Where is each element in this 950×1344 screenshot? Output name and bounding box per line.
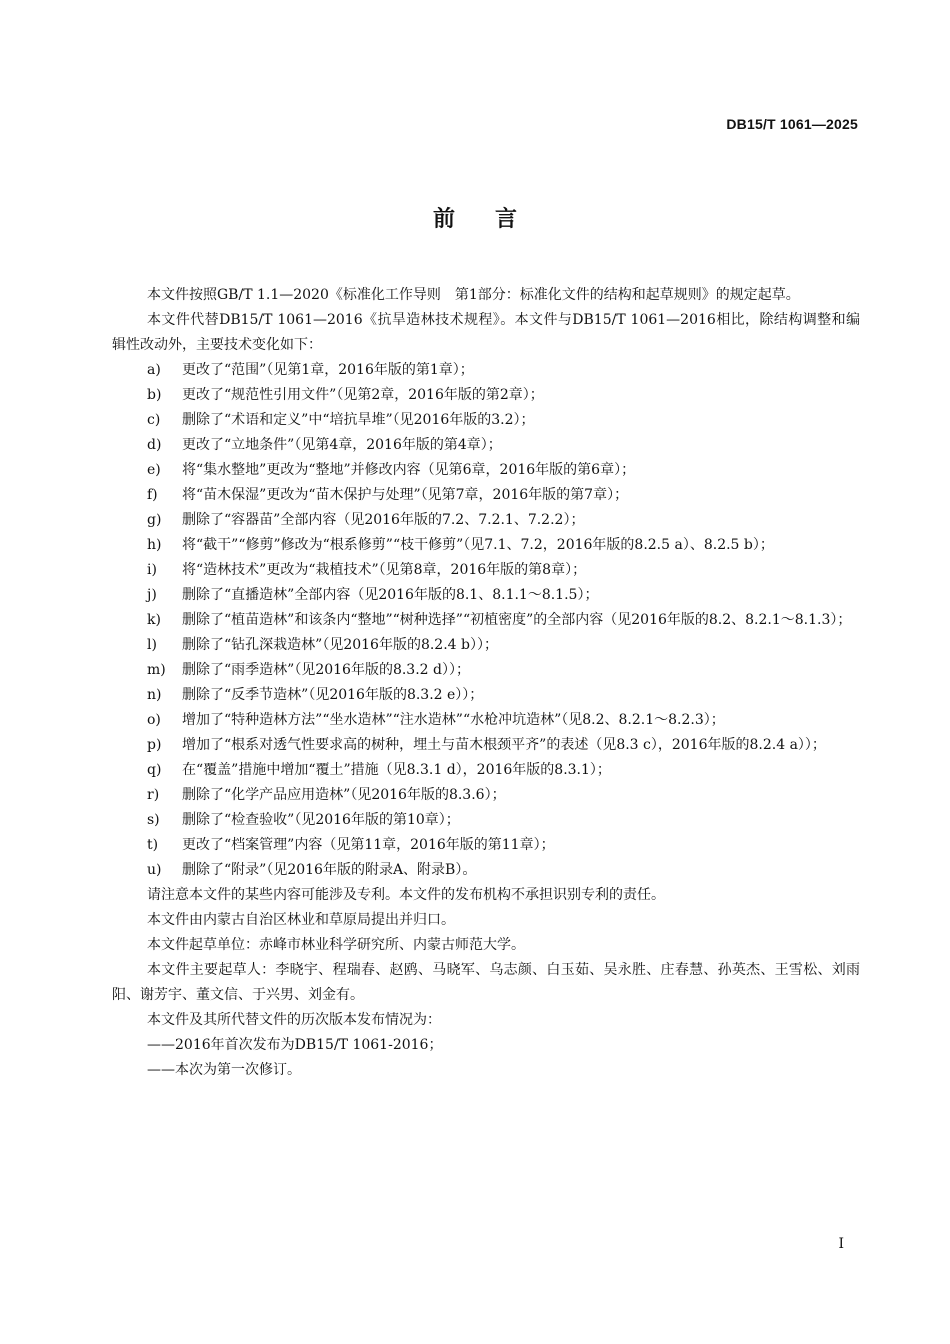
list-item: [112, 733, 860, 758]
list-item: [112, 808, 860, 833]
page-title: 前言: [432, 207, 557, 232]
page-number: I: [838, 1236, 844, 1252]
list-item-text: 删除了“雨季造林”（见2016年版的8.3.2 d））；: [182, 662, 470, 678]
list-item: [112, 508, 860, 533]
list-item-text: 将“截干”“修剪”修改为“根系修剪”“枝干修剪”（见7.1、7.2，2016年版的8.2.5 a）、8.2.5 b）；: [182, 537, 774, 553]
version-history-item: ——2016年首次发布为DB15/T 1061-2016；: [147, 1037, 443, 1053]
list-item-text: 删除了“容器苗”全部内容（见2016年版的7.2、7.2.1、7.2.2）；: [182, 512, 585, 528]
list-item-text: 更改了“档案管理”内容（见第11章，2016年版的第11章）；: [182, 837, 555, 853]
list-item: [112, 658, 860, 683]
list-item-text: 删除了“术语和定义”中“培抗旱堆”（见2016年版的3.2）；: [182, 412, 535, 428]
list-item-text: 删除了“化学产品应用造林”（见2016年版的8.3.6）；: [182, 787, 506, 803]
list-item: [112, 558, 860, 583]
list-item-text: 增加了“根系对透气性要求高的树种，埋土与苗木根颈平齐”的表述（见8.3 c），2016年版的8.2.4 a））；: [182, 737, 826, 753]
list-marker: i): [147, 562, 157, 578]
list-marker: l): [147, 637, 157, 653]
list-marker: b): [147, 387, 162, 403]
list-marker: n): [147, 687, 162, 703]
list-marker: m): [147, 662, 166, 678]
list-item: [112, 433, 860, 458]
list-item-text: 删除了“直播造林”全部内容（见2016年版的8.1、8.1.1～8.1.5）；: [182, 587, 599, 603]
drafting-units: 本文件起草单位：赤峰市林业科学研究所、内蒙古师范大学。: [147, 937, 525, 953]
list-item: [112, 708, 860, 733]
list-marker: g): [147, 512, 162, 528]
list-item: [112, 783, 860, 808]
list-marker: h): [147, 537, 162, 553]
list-item: [112, 608, 860, 633]
list-item-text: 删除了“附录”（见2016年版的附录A、附录B）。: [182, 862, 477, 878]
list-item: [112, 358, 860, 383]
list-item: [112, 583, 860, 608]
list-item-text: 将“造林技术”更改为“栽植技术”（见第8章，2016年版的第8章）；: [182, 562, 587, 578]
list-item-text: 更改了“规范性引用文件”（见第2章，2016年版的第2章）；: [182, 387, 544, 403]
document-body: [112, 283, 860, 1083]
list-marker: r): [147, 787, 160, 803]
list-marker: c): [147, 412, 161, 428]
list-item-text: 删除了“钻孔深栽造林”（见2016年版的8.2.4 b））；: [182, 637, 498, 653]
list-item-text: 在“覆盖”措施中增加“覆土”措施（见8.3.1 d），2016年版的8.3.1）；: [182, 762, 611, 778]
list-item: [112, 408, 860, 433]
list-marker: a): [147, 362, 161, 378]
list-marker: e): [147, 462, 161, 478]
list-item: [112, 533, 860, 558]
list-item: [112, 858, 860, 883]
list-item-text: 删除了“检查验收”（见2016年版的第10章）；: [182, 812, 460, 828]
list-item-text: 将“集水整地”更改为“整地”并修改内容（见第6章，2016年版的第6章）；: [182, 462, 636, 478]
list-marker: k): [147, 612, 161, 628]
list-item-text: 增加了“特种造林方法”“坐水造林”“注水造林”“水枪冲坑造林”（见8.2、8.2.1～8.2.3）；: [182, 712, 725, 728]
list-item: [112, 833, 860, 858]
list-item: [112, 633, 860, 658]
list-marker: t): [147, 837, 159, 853]
list-item: [112, 383, 860, 408]
list-item: [112, 458, 860, 483]
intro-paragraph: 本文件按照GB/T 1.1—2020《标准化工作导则 第1部分：标准化文件的结构和起草规则》的规定起草。: [147, 287, 800, 303]
intro-paragraph: 本文件代替DB15/T 1061—2016《抗旱造林技术规程》。本文件与DB15/T 1061—2016相比，除结构调整和编辑性改动外，主要技术变化如下：: [112, 312, 860, 353]
list-item: [112, 758, 860, 783]
list-marker: o): [147, 712, 161, 728]
list-item-text: 更改了“范围”（见第1章，2016年版的第1章）；: [182, 362, 474, 378]
list-marker: d): [147, 437, 162, 453]
version-history-heading: 本文件及其所代替文件的历次版本发布情况为：: [147, 1012, 441, 1028]
list-item-text: 删除了“反季节造林”（见2016年版的8.3.2 e））；: [182, 687, 484, 703]
proposer-statement: 本文件由内蒙古自治区林业和草原局提出并归口。: [147, 912, 455, 928]
list-item-text: 删除了“植苗造林”和该条内“整地”“树种选择”“初植密度”的全部内容（见2016年版的8.2、8.2.1～8.1.3）；: [182, 612, 852, 628]
list-marker: q): [147, 762, 162, 778]
list-item: [112, 483, 860, 508]
list-marker: f): [147, 487, 158, 503]
list-marker: j): [147, 587, 157, 603]
list-marker: p): [147, 737, 162, 753]
patent-notice: 请注意本文件的某些内容可能涉及专利。本文件的发布机构不承担识别专利的责任。: [147, 887, 665, 903]
list-marker: u): [147, 862, 162, 878]
drafters: 本文件主要起草人：李晓宇、程瑞春、赵鸥、马晓军、乌志颜、白玉茹、吴永胜、庄春慧、孙英杰、王雪松、刘雨阳、谢芳宇、董文信、于兴男、刘金有。: [112, 962, 860, 1003]
version-history-item: ——本次为第一次修订。: [147, 1062, 301, 1078]
list-item: [112, 683, 860, 708]
list-item-text: 将“苗木保湿”更改为“苗木保护与处理”（见第7章，2016年版的第7章）；: [182, 487, 629, 503]
changes-list: [112, 358, 860, 883]
document-id: DB15/T 1061—2025: [726, 116, 858, 132]
list-item-text: 更改了“立地条件”（见第4章，2016年版的第4章）；: [182, 437, 502, 453]
list-marker: s): [147, 812, 160, 828]
